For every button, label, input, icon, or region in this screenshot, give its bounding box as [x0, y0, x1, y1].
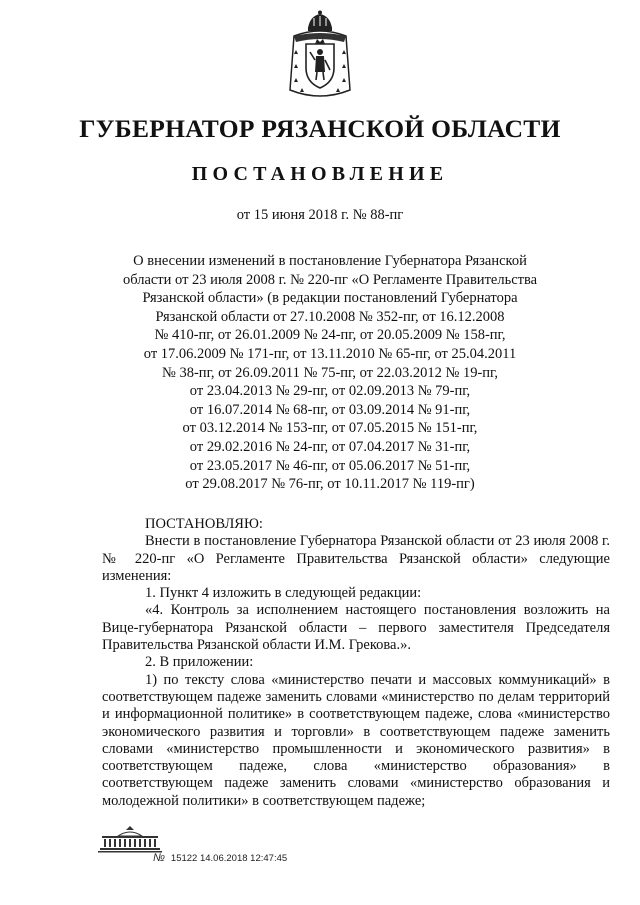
subject-line: от 03.12.2014 № 153-пг, от 07.05.2015 № 151-пг,: [182, 420, 478, 437]
subject-line: № 410-пг, от 26.01.2009 № 24-пг, от 20.05.2009 № 158-пг,: [154, 327, 506, 344]
item-1-heading: 1. Пункт 4 изложить в следующей редакции:: [145, 585, 422, 602]
coat-of-arms-icon: [284, 10, 356, 102]
building-stamp-icon: [96, 826, 164, 854]
subject-line: № 38-пг, от 26.09.2011 № 75-пг, от 22.03.2012 № 19-пг,: [162, 364, 498, 381]
intro-paragraph: Внести в постановление Губернатора Рязанской области от 23 июля 2008 г. № 220-пг «О Регламенте Правительства Рязанской области» следующие изменения:: [102, 533, 610, 584]
subject-line: от 29.02.2016 № 24-пг, от 07.04.2017 № 31-пг,: [189, 438, 471, 455]
document-type: ПОСТАНОВЛЕНИЕ: [191, 163, 449, 185]
resolve-word: ПОСТАНОВЛЯЮ:: [145, 516, 263, 532]
subject-line: от 16.07.2014 № 68-пг, от 03.09.2014 № 91-пг,: [189, 401, 471, 418]
subject-line: Рязанской области» (в редакции постановлений Губернатора: [142, 290, 518, 307]
document-subject: [110, 252, 550, 494]
item-2-heading: 2. В приложении:: [145, 654, 254, 671]
document-body: [102, 516, 610, 810]
subject-line: от 17.06.2009 № 171-пг, от 13.11.2010 № 65-пг, от 25.04.2011: [143, 345, 517, 362]
subject-line: от 23.04.2013 № 29-пг, от 02.09.2013 № 79-пг,: [189, 383, 471, 400]
subject-line: от 29.08.2017 № 76-пг, от 10.11.2017 № 119-пг): [185, 476, 475, 493]
governor-title: ГУБЕРНАТОР РЯЗАНСКОЙ ОБЛАСТИ: [79, 114, 561, 143]
item-1-text: «4. Контроль за исполнением настоящего постановления возложить на Вице-губернатора Рязанской области – первого заместителя Председателя Правительства Рязанской области И.М. Грекова.».: [102, 602, 610, 654]
subject-line: от 23.05.2017 № 46-пг, от 05.06.2017 № 51-пг,: [189, 457, 471, 474]
subject-line: Рязанской области от 27.10.2008 № 352-пг, от 16.12.2008: [155, 308, 505, 325]
document-date-number: от 15 июня 2018 г. № 88-пг: [236, 207, 404, 223]
registration-mark: [153, 852, 287, 864]
registration-number-timestamp: 15122 14.06.2018 12:47:45: [170, 853, 288, 864]
number-sign: №: [153, 852, 165, 864]
subject-line: области от 23 июля 2008 г. № 220-пг «О Регламенте Правительства: [122, 271, 538, 288]
item-2-subitem-1: 1) по тексту слова «министерство печати и массовых коммуникаций» в соответствующем падеже заменить словами «министерство по делам территорий и информационной политике» в соответствующем падеже, слова «министерство экономического развития и торговли» в соответствующем падеже заменить словами «министерство промышленности и экономического развития» в соответствующем падеже, слова «министерство образования» в соответствующем падеже заменить словами «министерство образования и молодежной политики» в соответствующем падеже;: [102, 671, 610, 809]
subject-line: О внесении изменений в постановление Губернатора Рязанской: [133, 253, 527, 269]
